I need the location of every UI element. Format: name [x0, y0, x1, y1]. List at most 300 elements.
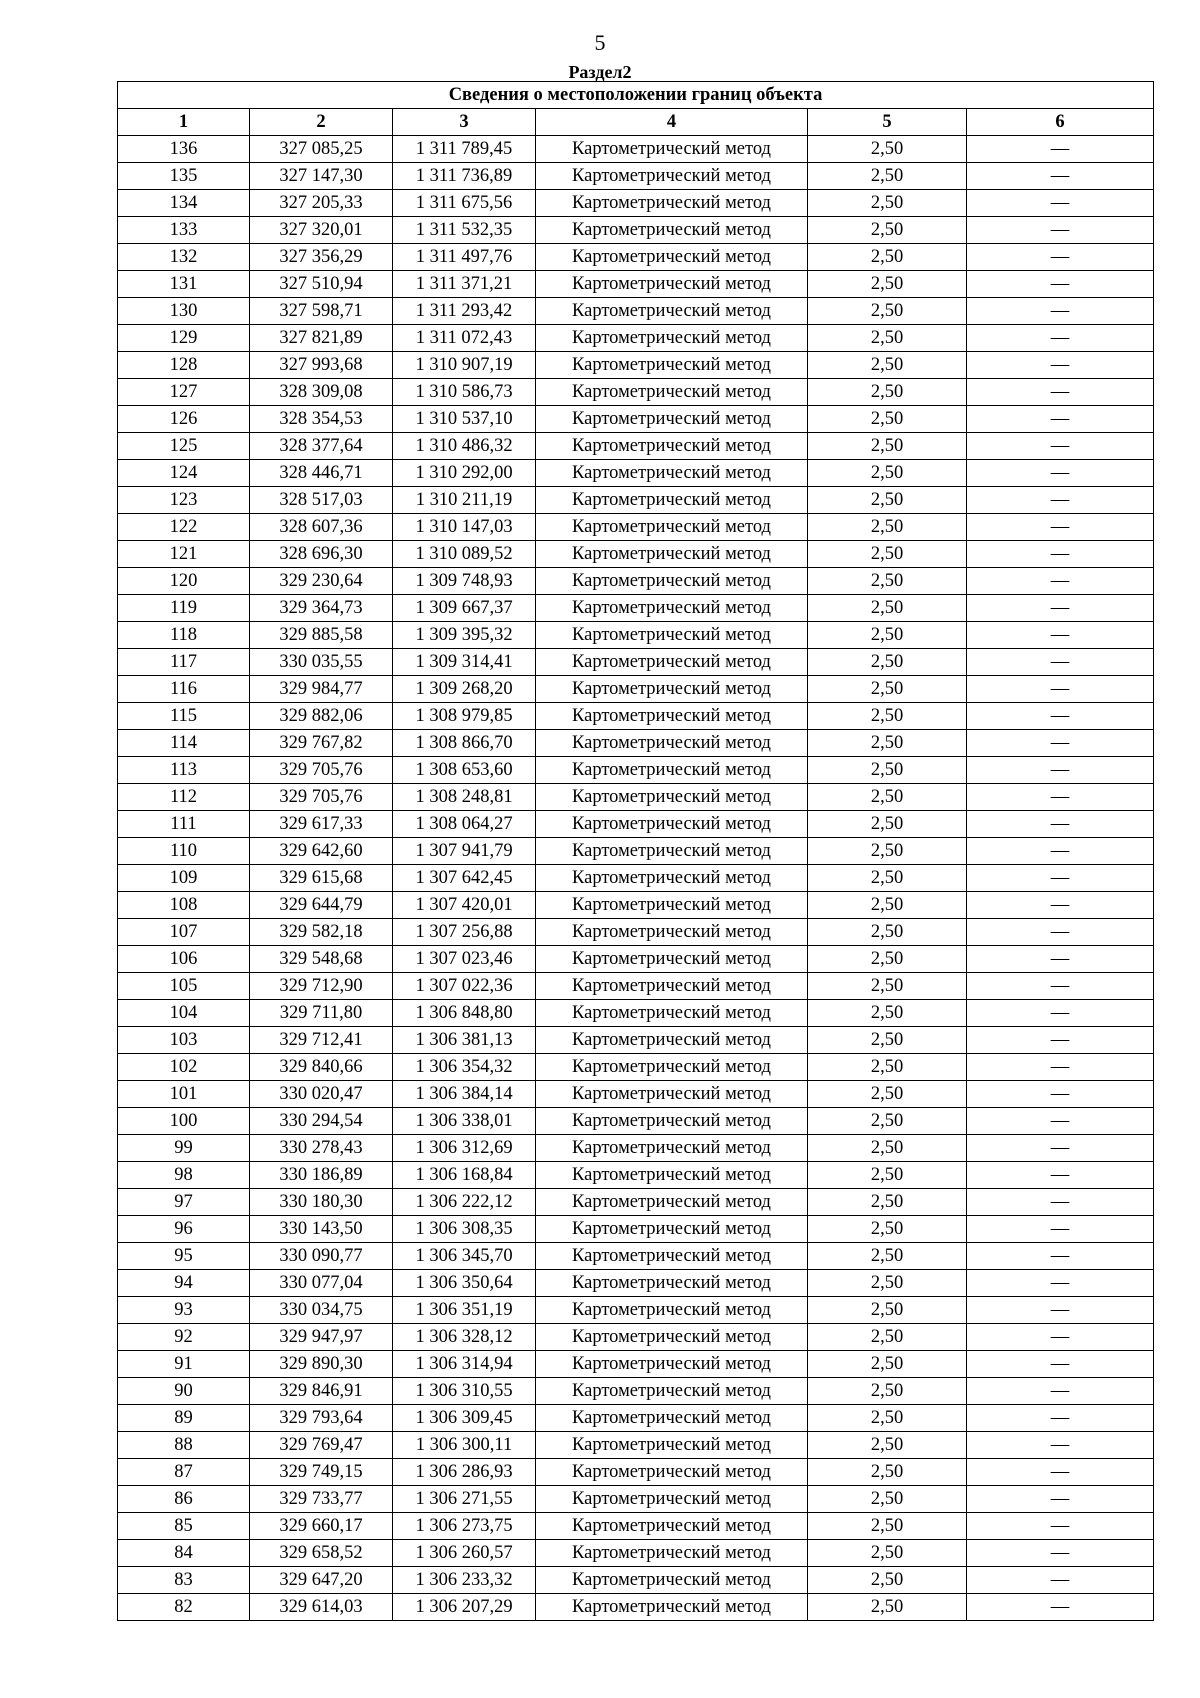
- point-number-cell: 92: [118, 1324, 250, 1351]
- table-row: [118, 1216, 1154, 1243]
- x-coordinate-cell: 330 294,54: [250, 1108, 393, 1135]
- accuracy-cell: 2,50: [808, 1027, 967, 1054]
- point-number-cell: 83: [118, 1567, 250, 1594]
- x-coordinate-cell: 329 644,79: [250, 892, 393, 919]
- y-coordinate-cell: 1 310 537,10: [393, 406, 536, 433]
- method-cell: Картометрический метод: [536, 1405, 808, 1432]
- point-number-cell: 115: [118, 703, 250, 730]
- point-number-cell: 90: [118, 1378, 250, 1405]
- method-cell: Картометрический метод: [536, 1270, 808, 1297]
- method-cell: Картометрический метод: [536, 379, 808, 406]
- table-row: [118, 1108, 1154, 1135]
- table-row: [118, 838, 1154, 865]
- y-coordinate-cell: 1 306 345,70: [393, 1243, 536, 1270]
- y-coordinate-cell: 1 306 308,35: [393, 1216, 536, 1243]
- description-cell: —: [967, 1216, 1154, 1243]
- description-cell: —: [967, 811, 1154, 838]
- y-coordinate-cell: 1 306 286,93: [393, 1459, 536, 1486]
- method-cell: Картометрический метод: [536, 271, 808, 298]
- method-cell: Картометрический метод: [536, 1108, 808, 1135]
- method-cell: Картометрический метод: [536, 919, 808, 946]
- method-cell: Картометрический метод: [536, 1432, 808, 1459]
- point-number-cell: 114: [118, 730, 250, 757]
- description-cell: —: [967, 1081, 1154, 1108]
- table-row: [118, 1378, 1154, 1405]
- description-cell: —: [967, 973, 1154, 1000]
- table-row: [118, 217, 1154, 244]
- description-cell: —: [967, 1486, 1154, 1513]
- table-row: [118, 757, 1154, 784]
- y-coordinate-cell: 1 306 310,55: [393, 1378, 536, 1405]
- accuracy-cell: 2,50: [808, 1000, 967, 1027]
- table-row: [118, 136, 1154, 163]
- table-row: [118, 811, 1154, 838]
- description-cell: —: [967, 1567, 1154, 1594]
- table-caption: Сведения о местоположении границ объекта: [118, 82, 1154, 109]
- description-cell: —: [967, 757, 1154, 784]
- x-coordinate-cell: 329 749,15: [250, 1459, 393, 1486]
- x-coordinate-cell: 329 548,68: [250, 946, 393, 973]
- point-number-cell: 128: [118, 352, 250, 379]
- table-row: [118, 433, 1154, 460]
- table-row: [118, 1324, 1154, 1351]
- x-coordinate-cell: 327 598,71: [250, 298, 393, 325]
- table-row: [118, 568, 1154, 595]
- x-coordinate-cell: 329 658,52: [250, 1540, 393, 1567]
- y-coordinate-cell: 1 309 314,41: [393, 649, 536, 676]
- point-number-cell: 124: [118, 460, 250, 487]
- y-coordinate-cell: 1 310 089,52: [393, 541, 536, 568]
- accuracy-cell: 2,50: [808, 1486, 967, 1513]
- x-coordinate-cell: 330 186,89: [250, 1162, 393, 1189]
- point-number-cell: 103: [118, 1027, 250, 1054]
- accuracy-cell: 2,50: [808, 1540, 967, 1567]
- accuracy-cell: 2,50: [808, 784, 967, 811]
- description-cell: —: [967, 1027, 1154, 1054]
- point-number-cell: 119: [118, 595, 250, 622]
- point-number-cell: 125: [118, 433, 250, 460]
- table-row: [118, 1594, 1154, 1621]
- x-coordinate-cell: 329 705,76: [250, 784, 393, 811]
- method-cell: Картометрический метод: [536, 352, 808, 379]
- method-cell: Картометрический метод: [536, 865, 808, 892]
- description-cell: —: [967, 244, 1154, 271]
- column-header: 1: [118, 109, 250, 136]
- table-caption-row: [118, 82, 1154, 109]
- y-coordinate-cell: 1 310 586,73: [393, 379, 536, 406]
- method-cell: Картометрический метод: [536, 1189, 808, 1216]
- point-number-cell: 100: [118, 1108, 250, 1135]
- table-body: [118, 136, 1154, 1621]
- column-header: 3: [393, 109, 536, 136]
- accuracy-cell: 2,50: [808, 568, 967, 595]
- method-cell: Картометрический метод: [536, 541, 808, 568]
- table-row: [118, 1162, 1154, 1189]
- point-number-cell: 109: [118, 865, 250, 892]
- method-cell: Картометрический метод: [536, 838, 808, 865]
- accuracy-cell: 2,50: [808, 1270, 967, 1297]
- column-header: 2: [250, 109, 393, 136]
- accuracy-cell: 2,50: [808, 730, 967, 757]
- x-coordinate-cell: 328 377,64: [250, 433, 393, 460]
- method-cell: Картометрический метод: [536, 811, 808, 838]
- accuracy-cell: 2,50: [808, 757, 967, 784]
- accuracy-cell: 2,50: [808, 1405, 967, 1432]
- boundary-coordinates-table: [117, 81, 1154, 1621]
- table-row: [118, 1000, 1154, 1027]
- description-cell: —: [967, 568, 1154, 595]
- point-number-cell: 84: [118, 1540, 250, 1567]
- table-row: [118, 298, 1154, 325]
- method-cell: Картометрический метод: [536, 1027, 808, 1054]
- point-number-cell: 87: [118, 1459, 250, 1486]
- y-coordinate-cell: 1 306 354,32: [393, 1054, 536, 1081]
- point-number-cell: 112: [118, 784, 250, 811]
- description-cell: —: [967, 433, 1154, 460]
- method-cell: Картометрический метод: [536, 514, 808, 541]
- y-coordinate-cell: 1 308 979,85: [393, 703, 536, 730]
- x-coordinate-cell: 328 446,71: [250, 460, 393, 487]
- table-row: [118, 325, 1154, 352]
- x-coordinate-cell: 329 705,76: [250, 757, 393, 784]
- section-title: Раздел2: [568, 62, 632, 82]
- table-row: [118, 1189, 1154, 1216]
- method-cell: Картометрический метод: [536, 1054, 808, 1081]
- table-row: [118, 703, 1154, 730]
- point-number-cell: 102: [118, 1054, 250, 1081]
- y-coordinate-cell: 1 309 667,37: [393, 595, 536, 622]
- method-cell: Картометрический метод: [536, 595, 808, 622]
- method-cell: Картометрический метод: [536, 406, 808, 433]
- table-row: [118, 1081, 1154, 1108]
- method-cell: Картометрический метод: [536, 892, 808, 919]
- method-cell: Картометрический метод: [536, 973, 808, 1000]
- point-number-cell: 133: [118, 217, 250, 244]
- y-coordinate-cell: 1 306 222,12: [393, 1189, 536, 1216]
- x-coordinate-cell: 330 020,47: [250, 1081, 393, 1108]
- method-cell: Картометрический метод: [536, 730, 808, 757]
- point-number-cell: 101: [118, 1081, 250, 1108]
- method-cell: Картометрический метод: [536, 433, 808, 460]
- description-cell: —: [967, 838, 1154, 865]
- point-number-cell: 96: [118, 1216, 250, 1243]
- accuracy-cell: 2,50: [808, 1081, 967, 1108]
- point-number-cell: 118: [118, 622, 250, 649]
- point-number-cell: 130: [118, 298, 250, 325]
- point-number-cell: 88: [118, 1432, 250, 1459]
- x-coordinate-cell: 329 846,91: [250, 1378, 393, 1405]
- x-coordinate-cell: 328 354,53: [250, 406, 393, 433]
- point-number-cell: 82: [118, 1594, 250, 1621]
- description-cell: —: [967, 1459, 1154, 1486]
- accuracy-cell: 2,50: [808, 1216, 967, 1243]
- y-coordinate-cell: 1 310 292,00: [393, 460, 536, 487]
- x-coordinate-cell: 329 647,20: [250, 1567, 393, 1594]
- description-cell: —: [967, 1297, 1154, 1324]
- point-number-cell: 107: [118, 919, 250, 946]
- point-number-cell: 108: [118, 892, 250, 919]
- point-number-cell: 94: [118, 1270, 250, 1297]
- method-cell: Картометрический метод: [536, 1216, 808, 1243]
- accuracy-cell: 2,50: [808, 352, 967, 379]
- table-row: [118, 1135, 1154, 1162]
- description-cell: —: [967, 1513, 1154, 1540]
- accuracy-cell: 2,50: [808, 487, 967, 514]
- description-cell: —: [967, 919, 1154, 946]
- table-row: [118, 244, 1154, 271]
- x-coordinate-cell: 329 582,18: [250, 919, 393, 946]
- description-cell: —: [967, 1351, 1154, 1378]
- accuracy-cell: 2,50: [808, 865, 967, 892]
- method-cell: Картометрический метод: [536, 1162, 808, 1189]
- y-coordinate-cell: 1 309 268,20: [393, 676, 536, 703]
- table-row: [118, 919, 1154, 946]
- method-cell: Картометрический метод: [536, 1243, 808, 1270]
- table-row: [118, 622, 1154, 649]
- method-cell: Картометрический метод: [536, 568, 808, 595]
- y-coordinate-cell: 1 306 300,11: [393, 1432, 536, 1459]
- point-number-cell: 104: [118, 1000, 250, 1027]
- description-cell: —: [967, 217, 1154, 244]
- y-coordinate-cell: 1 306 271,55: [393, 1486, 536, 1513]
- table-row: [118, 784, 1154, 811]
- x-coordinate-cell: 330 034,75: [250, 1297, 393, 1324]
- x-coordinate-cell: 328 696,30: [250, 541, 393, 568]
- table-row: [118, 595, 1154, 622]
- table-row: [118, 865, 1154, 892]
- point-number-cell: 127: [118, 379, 250, 406]
- accuracy-cell: 2,50: [808, 433, 967, 460]
- accuracy-cell: 2,50: [808, 973, 967, 1000]
- point-number-cell: 95: [118, 1243, 250, 1270]
- table-row: [118, 352, 1154, 379]
- x-coordinate-cell: 329 769,47: [250, 1432, 393, 1459]
- description-cell: —: [967, 352, 1154, 379]
- x-coordinate-cell: 330 035,55: [250, 649, 393, 676]
- method-cell: Картометрический метод: [536, 217, 808, 244]
- y-coordinate-cell: 1 311 532,35: [393, 217, 536, 244]
- table-row: [118, 1270, 1154, 1297]
- x-coordinate-cell: 329 230,64: [250, 568, 393, 595]
- description-cell: —: [967, 1135, 1154, 1162]
- accuracy-cell: 2,50: [808, 460, 967, 487]
- x-coordinate-cell: 329 615,68: [250, 865, 393, 892]
- table-row: [118, 379, 1154, 406]
- y-coordinate-cell: 1 308 653,60: [393, 757, 536, 784]
- accuracy-cell: 2,50: [808, 1459, 967, 1486]
- y-coordinate-cell: 1 306 168,84: [393, 1162, 536, 1189]
- table-row: [118, 730, 1154, 757]
- method-cell: Картометрический метод: [536, 757, 808, 784]
- y-coordinate-cell: 1 308 248,81: [393, 784, 536, 811]
- table-row: [118, 1243, 1154, 1270]
- accuracy-cell: 2,50: [808, 595, 967, 622]
- accuracy-cell: 2,50: [808, 379, 967, 406]
- table-row: [118, 514, 1154, 541]
- y-coordinate-cell: 1 307 941,79: [393, 838, 536, 865]
- description-cell: —: [967, 1108, 1154, 1135]
- x-coordinate-cell: 327 510,94: [250, 271, 393, 298]
- x-coordinate-cell: 328 309,08: [250, 379, 393, 406]
- method-cell: Картометрический метод: [536, 1513, 808, 1540]
- y-coordinate-cell: 1 307 022,36: [393, 973, 536, 1000]
- y-coordinate-cell: 1 306 384,14: [393, 1081, 536, 1108]
- description-cell: —: [967, 190, 1154, 217]
- point-number-cell: 98: [118, 1162, 250, 1189]
- table-row: [118, 1054, 1154, 1081]
- point-number-cell: 97: [118, 1189, 250, 1216]
- table-row: [118, 271, 1154, 298]
- x-coordinate-cell: 328 607,36: [250, 514, 393, 541]
- table-row: [118, 487, 1154, 514]
- method-cell: Картометрический метод: [536, 703, 808, 730]
- method-cell: Картометрический метод: [536, 1081, 808, 1108]
- column-header: 4: [536, 109, 808, 136]
- x-coordinate-cell: 327 821,89: [250, 325, 393, 352]
- y-coordinate-cell: 1 306 350,64: [393, 1270, 536, 1297]
- point-number-cell: 136: [118, 136, 250, 163]
- method-cell: Картометрический метод: [536, 784, 808, 811]
- table-row: [118, 1351, 1154, 1378]
- table-row: [118, 460, 1154, 487]
- x-coordinate-cell: 330 278,43: [250, 1135, 393, 1162]
- accuracy-cell: 2,50: [808, 190, 967, 217]
- description-cell: —: [967, 892, 1154, 919]
- point-number-cell: 117: [118, 649, 250, 676]
- point-number-cell: 85: [118, 1513, 250, 1540]
- accuracy-cell: 2,50: [808, 1351, 967, 1378]
- method-cell: Картометрический метод: [536, 1486, 808, 1513]
- description-cell: —: [967, 946, 1154, 973]
- x-coordinate-cell: 329 882,06: [250, 703, 393, 730]
- column-number-row: [118, 109, 1154, 136]
- point-number-cell: 110: [118, 838, 250, 865]
- method-cell: Картометрический метод: [536, 190, 808, 217]
- x-coordinate-cell: 330 090,77: [250, 1243, 393, 1270]
- accuracy-cell: 2,50: [808, 946, 967, 973]
- y-coordinate-cell: 1 311 736,89: [393, 163, 536, 190]
- description-cell: —: [967, 1405, 1154, 1432]
- y-coordinate-cell: 1 310 147,03: [393, 514, 536, 541]
- x-coordinate-cell: 329 711,80: [250, 1000, 393, 1027]
- method-cell: Картометрический метод: [536, 1135, 808, 1162]
- method-cell: Картометрический метод: [536, 460, 808, 487]
- y-coordinate-cell: 1 311 371,21: [393, 271, 536, 298]
- y-coordinate-cell: 1 306 848,80: [393, 1000, 536, 1027]
- x-coordinate-cell: 330 180,30: [250, 1189, 393, 1216]
- description-cell: —: [967, 865, 1154, 892]
- method-cell: Картометрический метод: [536, 1567, 808, 1594]
- table-row: [118, 1486, 1154, 1513]
- table-row: [118, 892, 1154, 919]
- x-coordinate-cell: 329 840,66: [250, 1054, 393, 1081]
- x-coordinate-cell: 329 767,82: [250, 730, 393, 757]
- y-coordinate-cell: 1 308 866,70: [393, 730, 536, 757]
- x-coordinate-cell: 330 077,04: [250, 1270, 393, 1297]
- method-cell: Картометрический метод: [536, 244, 808, 271]
- description-cell: —: [967, 1243, 1154, 1270]
- point-number-cell: 91: [118, 1351, 250, 1378]
- y-coordinate-cell: 1 308 064,27: [393, 811, 536, 838]
- y-coordinate-cell: 1 311 072,43: [393, 325, 536, 352]
- y-coordinate-cell: 1 307 420,01: [393, 892, 536, 919]
- x-coordinate-cell: 327 320,01: [250, 217, 393, 244]
- description-cell: —: [967, 1540, 1154, 1567]
- accuracy-cell: 2,50: [808, 1378, 967, 1405]
- accuracy-cell: 2,50: [808, 676, 967, 703]
- x-coordinate-cell: 328 517,03: [250, 487, 393, 514]
- description-cell: —: [967, 514, 1154, 541]
- table-row: [118, 649, 1154, 676]
- description-cell: —: [967, 1189, 1154, 1216]
- y-coordinate-cell: 1 310 211,19: [393, 487, 536, 514]
- accuracy-cell: 2,50: [808, 919, 967, 946]
- accuracy-cell: 2,50: [808, 838, 967, 865]
- y-coordinate-cell: 1 310 486,32: [393, 433, 536, 460]
- x-coordinate-cell: 330 143,50: [250, 1216, 393, 1243]
- x-coordinate-cell: 329 642,60: [250, 838, 393, 865]
- table-row: [118, 973, 1154, 1000]
- accuracy-cell: 2,50: [808, 1189, 967, 1216]
- description-cell: —: [967, 676, 1154, 703]
- x-coordinate-cell: 327 205,33: [250, 190, 393, 217]
- y-coordinate-cell: 1 307 642,45: [393, 865, 536, 892]
- description-cell: —: [967, 1378, 1154, 1405]
- y-coordinate-cell: 1 306 207,29: [393, 1594, 536, 1621]
- description-cell: —: [967, 1270, 1154, 1297]
- accuracy-cell: 2,50: [808, 406, 967, 433]
- description-cell: —: [967, 1000, 1154, 1027]
- x-coordinate-cell: 327 356,29: [250, 244, 393, 271]
- table-row: [118, 1513, 1154, 1540]
- y-coordinate-cell: 1 306 381,13: [393, 1027, 536, 1054]
- accuracy-cell: 2,50: [808, 514, 967, 541]
- method-cell: Картометрический метод: [536, 1351, 808, 1378]
- accuracy-cell: 2,50: [808, 649, 967, 676]
- accuracy-cell: 2,50: [808, 541, 967, 568]
- point-number-cell: 99: [118, 1135, 250, 1162]
- column-header: 6: [967, 109, 1154, 136]
- method-cell: Картометрический метод: [536, 298, 808, 325]
- x-coordinate-cell: 329 885,58: [250, 622, 393, 649]
- page-number: 5: [594, 30, 606, 55]
- table-row: [118, 1540, 1154, 1567]
- method-cell: Картометрический метод: [536, 1540, 808, 1567]
- description-cell: —: [967, 1054, 1154, 1081]
- x-coordinate-cell: 327 993,68: [250, 352, 393, 379]
- table-row: [118, 163, 1154, 190]
- method-cell: Картометрический метод: [536, 1324, 808, 1351]
- point-number-cell: 135: [118, 163, 250, 190]
- accuracy-cell: 2,50: [808, 1243, 967, 1270]
- point-number-cell: 105: [118, 973, 250, 1000]
- point-number-cell: 113: [118, 757, 250, 784]
- description-cell: —: [967, 1324, 1154, 1351]
- column-header: 5: [808, 109, 967, 136]
- description-cell: —: [967, 1432, 1154, 1459]
- description-cell: —: [967, 460, 1154, 487]
- description-cell: —: [967, 784, 1154, 811]
- y-coordinate-cell: 1 311 789,45: [393, 136, 536, 163]
- point-number-cell: 89: [118, 1405, 250, 1432]
- description-cell: —: [967, 622, 1154, 649]
- method-cell: Картометрический метод: [536, 136, 808, 163]
- table-row: [118, 541, 1154, 568]
- x-coordinate-cell: 329 614,03: [250, 1594, 393, 1621]
- accuracy-cell: 2,50: [808, 1162, 967, 1189]
- accuracy-cell: 2,50: [808, 1594, 967, 1621]
- method-cell: Картометрический метод: [536, 1297, 808, 1324]
